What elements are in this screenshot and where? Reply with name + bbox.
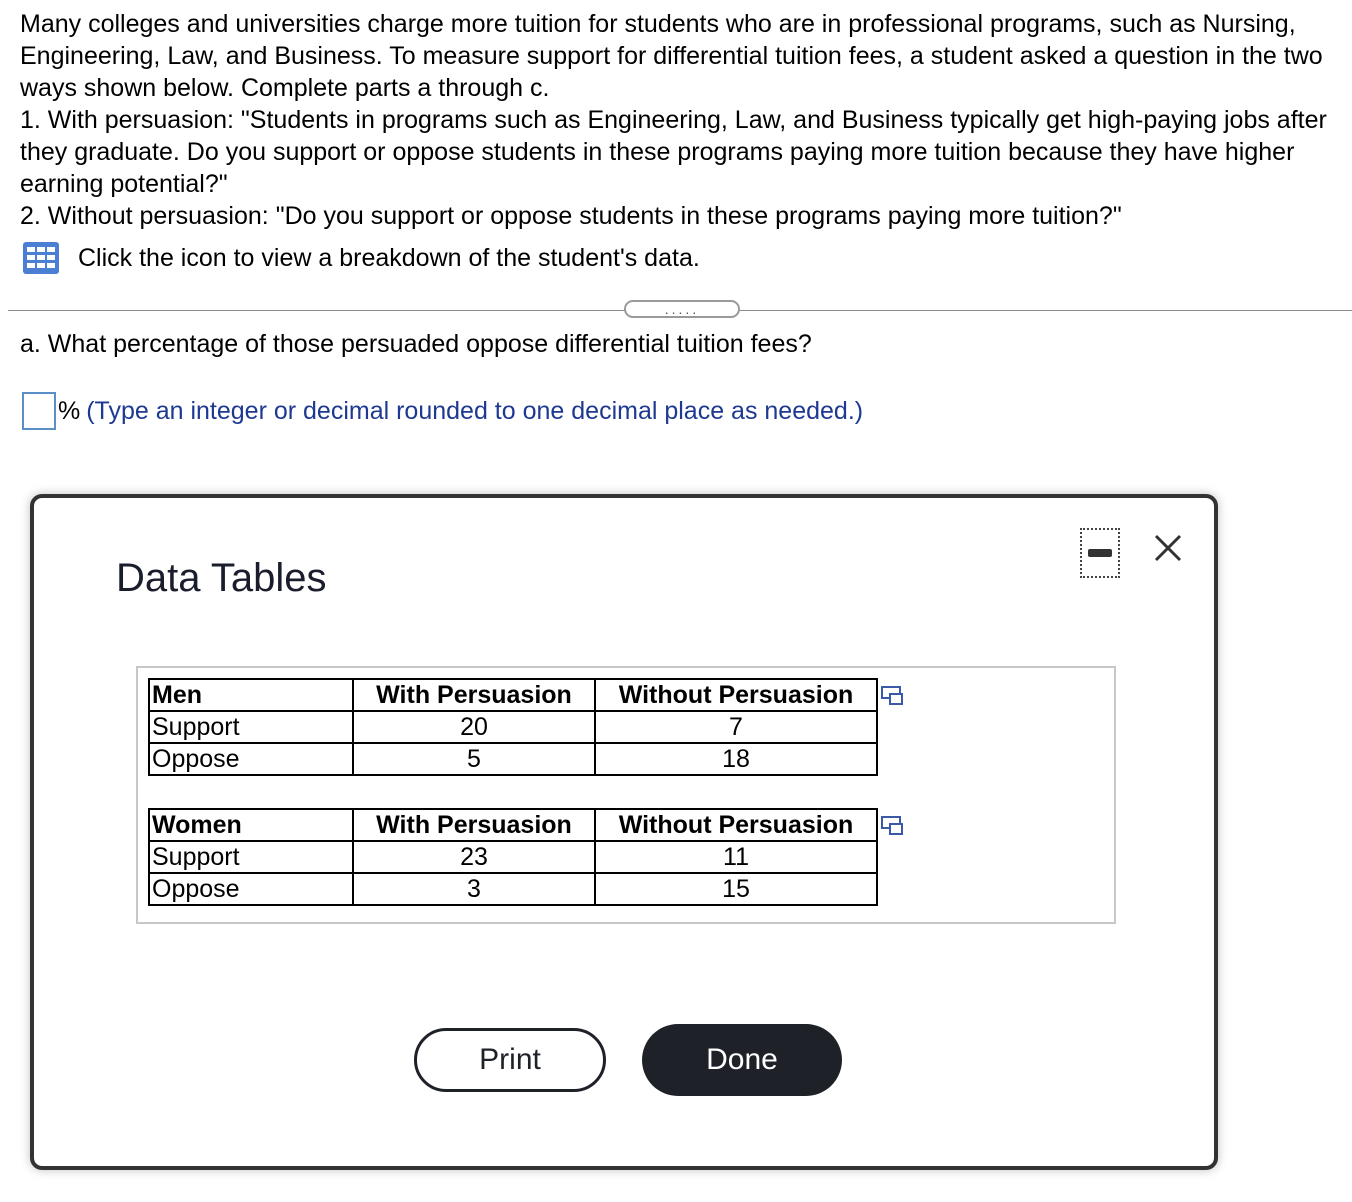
tables-frame (136, 666, 1116, 924)
answer-input[interactable] (22, 392, 56, 430)
table-row (149, 841, 877, 873)
part-a-prompt: a. What percentage of those persuaded oppose differential tuition fees? (20, 330, 812, 358)
table-cell: 18 (595, 743, 877, 775)
dialog-title: Data Tables (116, 556, 327, 600)
table-cell: 23 (353, 841, 595, 873)
table-cell: Support (149, 841, 353, 873)
answer-row (22, 392, 863, 430)
table-header-cell: With Persuasion (353, 679, 595, 711)
men-table (148, 678, 878, 776)
table-cell: Oppose (149, 743, 353, 775)
table-row (149, 711, 877, 743)
done-button[interactable]: Done (642, 1024, 842, 1096)
table-cell: 7 (595, 711, 877, 743)
answer-hint: (Type an integer or decimal rounded to one decimal place as needed.) (86, 396, 864, 425)
table-header-cell: With Persuasion (353, 809, 595, 841)
table-cell: Oppose (149, 873, 353, 905)
percent-unit: % (58, 396, 81, 425)
copy-table-icon[interactable] (880, 814, 906, 838)
close-icon[interactable] (1152, 532, 1184, 564)
question-text (20, 8, 1340, 232)
question-item-2: 2. Without persuasion: "Do you support or oppose students in these programs paying more tuition?" (20, 202, 1122, 230)
table-cell: Support (149, 711, 353, 743)
question-intro: Many colleges and universities charge more tuition for students who are in professional programs, such as Nursing, Engineering, Law, and Business. To measure support for differential tuition fees, a student asked a question in the two ways shown below. Complete parts a through c. (20, 10, 1323, 102)
table-header-cell: Without Persuasion (595, 679, 877, 711)
table-cell: 15 (595, 873, 877, 905)
table-header-cell: Men (149, 679, 353, 711)
table-cell: 11 (595, 841, 877, 873)
question-item-1: 1. With persuasion: "Students in programs such as Engineering, Law, and Business typically get high-paying jobs after they graduate. Do you support or oppose students in these programs paying more tuition because they have higher earning potential?" (20, 106, 1327, 198)
table-row (149, 743, 877, 775)
print-button[interactable]: Print (414, 1028, 606, 1092)
women-table (148, 808, 878, 906)
data-tables-dialog (30, 494, 1218, 1170)
table-cell: 3 (353, 873, 595, 905)
copy-table-icon[interactable] (880, 684, 906, 708)
minimize-icon (1088, 549, 1112, 557)
data-link-row (22, 240, 700, 276)
table-row (149, 873, 877, 905)
table-header-row (149, 809, 877, 841)
table-header-cell: Without Persuasion (595, 809, 877, 841)
table-header-row (149, 679, 877, 711)
table-cell: 20 (353, 711, 595, 743)
data-table-icon[interactable] (22, 241, 60, 275)
expand-toggle-button[interactable]: ..... (624, 300, 740, 318)
data-link-text: Click the icon to view a breakdown of the student's data. (78, 243, 700, 272)
minimize-button[interactable] (1080, 528, 1120, 578)
table-header-cell: Women (149, 809, 353, 841)
table-cell: 5 (353, 743, 595, 775)
